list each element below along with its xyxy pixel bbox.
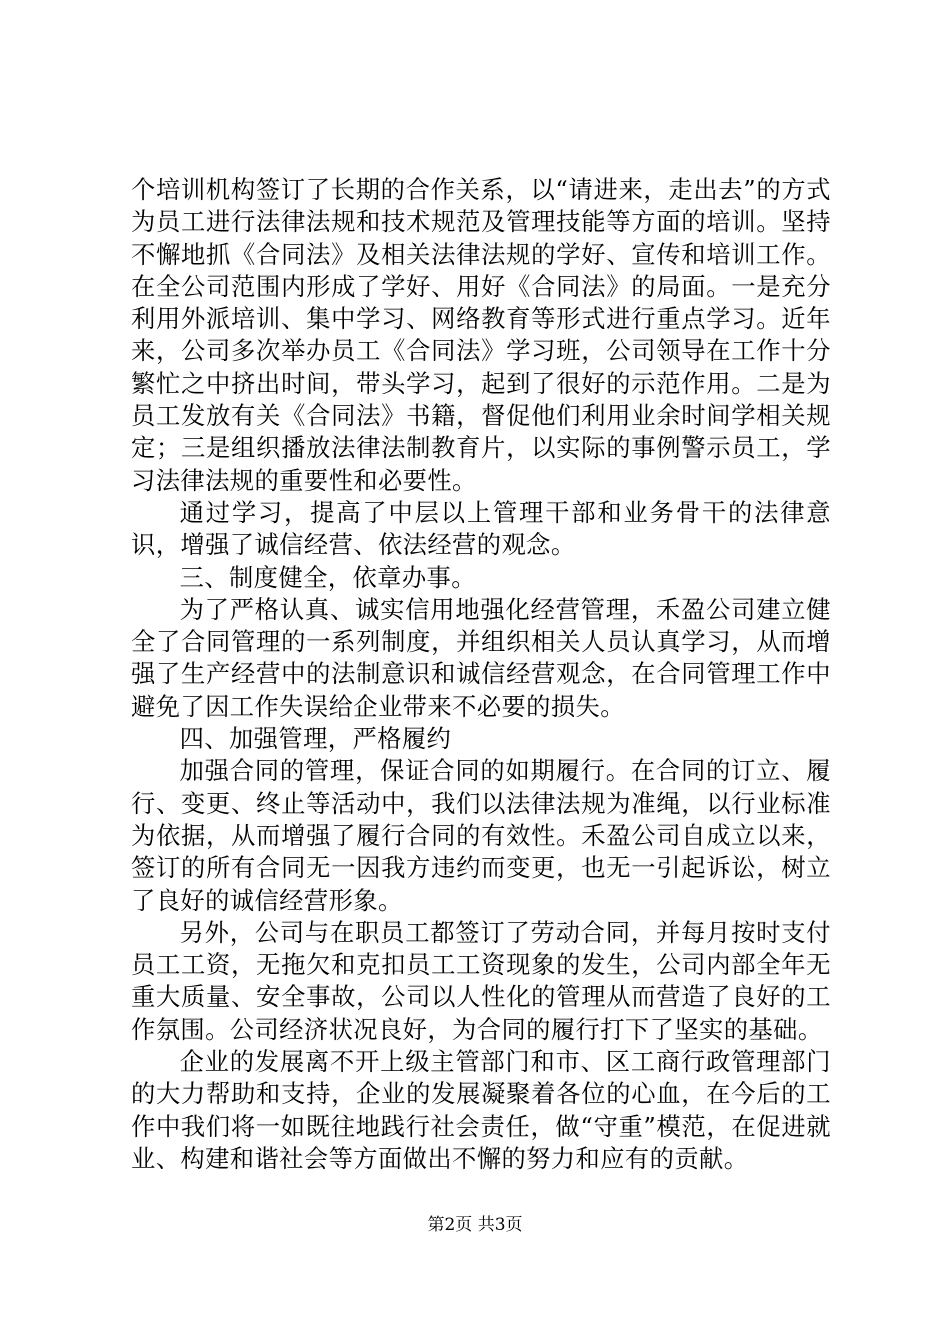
paragraph-conclusion: 企业的发展离不开上级主管部门和市、区工商行政管理部门的大力帮助和支持，企业的发展凝聚着各位的心血，在今后的工作中我们将一如既往地践行社会责任，做“守重”模范，在促进就业、构建和谐社会等方面做出不懈的努力和应有的贡献。 [131,1047,831,1173]
paragraph-study-result: 通过学习，提高了中层以上管理干部和业务骨干的法律意识，增强了诚信经营、依法经营的观念。 [131,497,831,560]
document-body [131,174,831,1175]
paragraph-contract-management: 加强合同的管理，保证合同的如期履行。在合同的订立、履行、变更、终止等活动中，我们以法律法规为准绳，以行业标准为依据，从而增强了履行合同的有效性。禾盈公司自成立以来，签订的所有合同无一因我方违约而变更，也无一引起诉讼，树立了良好的诚信经营形象。 [131,756,831,915]
section-heading-3: 三、制度健全，依章办事。 [179,562,476,592]
paragraph-labor-contracts: 另外，公司与在职员工都签订了劳动合同，并每月按时支付员工工资，无拖欠和克扣员工工资现象的发生，公司内部全年无重大质量、安全事故，公司以人性化的管理从而营造了良好的工作氛围。公司经济状况良好，为合同的履行打下了坚实的基础。 [131,917,831,1044]
paragraph-system: 为了严格认真、诚实信用地强化经营管理，禾盈公司建立健全了合同管理的一系列制度，并组织相关人员认真学习，从而增强了生产经营中的法制意识和诚信经营观念，在合同管理工作中避免了因工作失误给企业带来不必要的损失。 [131,594,831,721]
section-heading-4: 四、加强管理，严格履约 [179,724,452,754]
paragraph-training: 个培训机构签订了长期的合作关系，以“请进来，走出去”的方式为员工进行法律法规和技术规范及管理技能等方面的培训。坚持不懈地抓《合同法》及相关法律法规的学好、宣传和培训工作。在全公司范围内形成了学好、用好《合同法》的局面。一是充分利用外派培训、集中学习、网络教育等形式进行重点学习。近年来，公司多次举办员工《合同法》学习班，公司领导在工作十分繁忙之中挤出时间，带头学习，起到了很好的示范作用。二是为员工发放有关《合同法》书籍，督促他们利用业余时间学相关规定；三是组织播放法律法制教育片，以实际的事例警示员工，学习法律法规的重要性和必要性。 [131,175,831,495]
page-number-footer: 第2页 共3页 [427,1215,523,1235]
